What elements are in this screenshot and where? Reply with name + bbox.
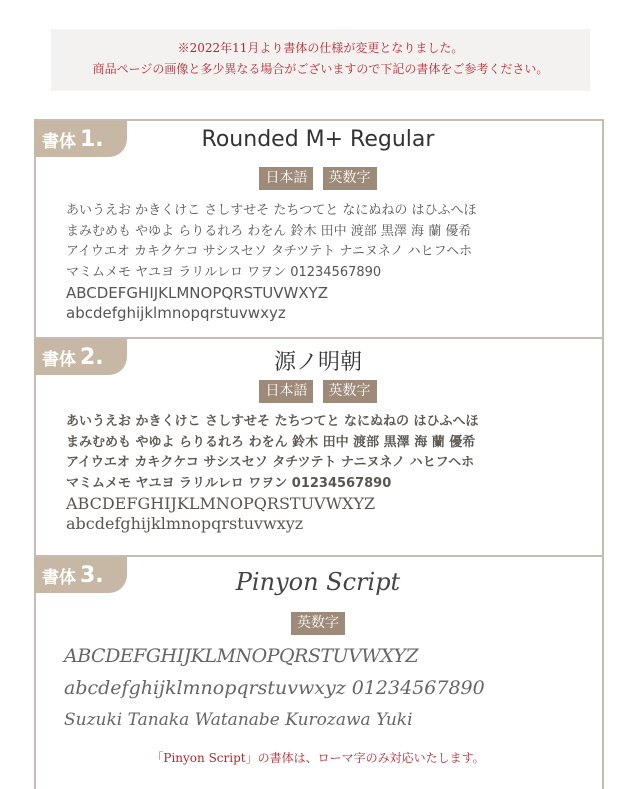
- tag-japanese: 日本語: [259, 380, 313, 403]
- sample-line: まみむめも やゆよ らりるれろ わをん 鈴木 田中 渡部 黒澤 海 蘭 優希: [66, 223, 472, 239]
- notice-line-2: 商品ページの画像と多少異なる場合がございますので下記の書体をご参考ください。: [92, 62, 549, 76]
- font-3-sample-uppercase: ABCDEFGHIJKLMNOPQRSTUVWXYZ: [64, 645, 419, 667]
- font-2-sample: [66, 412, 479, 534]
- badge-label: 書体: [42, 131, 76, 152]
- font-3-sample-lowercase: abcdefghijklmnopqrstuvwxyz 01234567890: [64, 677, 485, 699]
- romaji-only-note: 「Pinyon Script」の書体は、ローマ字のみ対応いたします。: [151, 751, 485, 765]
- font-3-tags: [34, 612, 602, 635]
- sample-line: マミムメモ ヤユヨ ラリルレロ ワヲン 01234567890: [66, 475, 392, 491]
- badge-label: 書体: [42, 349, 76, 370]
- sample-line: アイウエオ カキクケコ サシスセソ タチツテト ナニヌネノ ハヒフヘホ: [66, 455, 475, 470]
- sample-line: ABCDEFGHIJKLMNOPQRSTUVWXYZ: [66, 284, 329, 302]
- font-2-name: 源ノ明朝: [273, 350, 362, 375]
- tag-alphanumeric: 英数字: [291, 612, 345, 635]
- sample-line: まみむめも やゆよ らりるれろ わをん 鈴木 田中 渡部 黒澤 海 蘭 優希: [66, 434, 476, 450]
- font-3-name: Pinyon Script: [235, 568, 401, 596]
- spec-change-notice: [51, 29, 590, 91]
- sample-line: マミムメモ ヤユヨ ラリルレロ ワヲン 01234567890: [66, 264, 382, 280]
- font-2-tags: [34, 380, 602, 403]
- tag-japanese: 日本語: [259, 167, 313, 190]
- sample-line: あいうえお かきくけこ さしすせそ たちつてと なにぬねの はひふへほ: [66, 203, 477, 218]
- sample-line: abcdefghijklmnopqrstuvwxyz: [66, 304, 286, 322]
- font-3-sample-names: Suzuki Tanaka Watanabe Kurozawa Yuki: [64, 710, 413, 730]
- font-1-sample: [66, 201, 477, 323]
- badge-label: 書体: [42, 567, 76, 588]
- badge-number: 1.: [80, 126, 104, 152]
- sample-line: あいうえお かきくけこ さしすせそ たちつてと なにぬねの はひふへほ: [66, 414, 479, 429]
- tag-alphanumeric: 英数字: [323, 380, 377, 403]
- badge-number: 2.: [80, 344, 104, 370]
- badge-number: 3.: [80, 562, 104, 588]
- notice-line-1: ※2022年11月より書体の仕様が変更となりました。: [177, 41, 464, 55]
- tag-alphanumeric: 英数字: [323, 167, 377, 190]
- sample-line: abcdefghijklmnopqrstuvwxyz: [66, 514, 304, 533]
- font-1-tags: [34, 167, 602, 190]
- sample-line: ABCDEFGHIJKLMNOPQRSTUVWXYZ: [66, 494, 376, 513]
- sample-line: アイウエオ カキクケコ サシスセソ タチツテト ナニヌネノ ハヒフヘホ: [66, 244, 473, 259]
- font-1-name: Rounded M+ Regular: [201, 127, 435, 152]
